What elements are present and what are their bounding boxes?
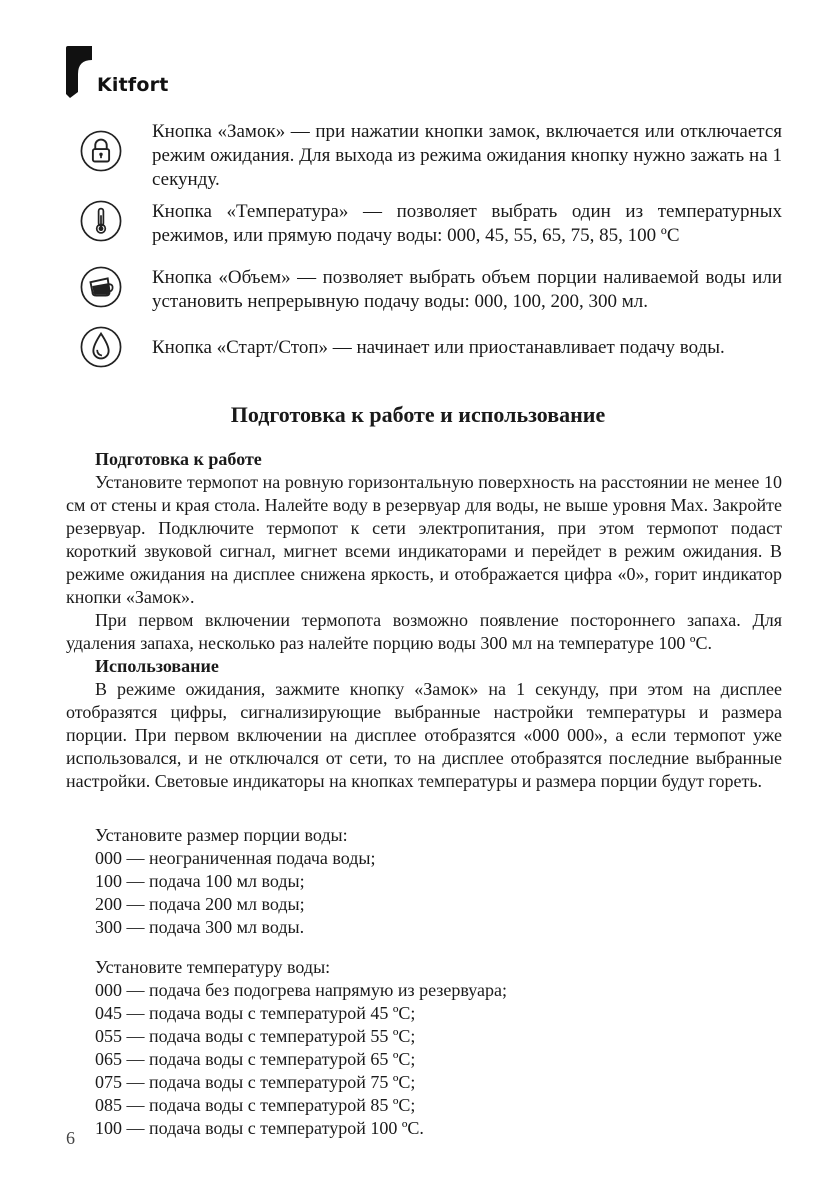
section-title: Подготовка к работе и использование [230,402,606,427]
temperature-list [66,956,782,1140]
preparation-section [66,448,782,793]
thermometer-icon [80,200,122,242]
list-item: 065 — подача воды с температурой 65 ºС; [95,1049,416,1069]
list-item: 075 — подача воды с температурой 75 ºС; [95,1072,416,1092]
list-item: 100 — подача 100 мл воды; [95,871,305,891]
list-item: 000 — подача без подогрева напрямую из резервуара; [95,980,508,1000]
portion-list [66,824,782,939]
list-item: 055 — подача воды с температурой 55 ºС; [95,1026,416,1046]
list-item: 200 — подача 200 мл воды; [95,894,305,914]
temperature-button-description: Кнопка «Температура» — позволяет выбрать один из температурных режимов, или прямую подачу воды: 000, 45, 55, 65, 75, 85, 100 ºС [152,201,782,246]
button-description-temperature [80,200,782,248]
water-drop-icon [80,326,122,368]
kitfort-logo-icon [66,46,92,98]
usage-paragraph-1: В режиме ожидания, зажмите кнопку «Замок» на 1 секунду, при этом на дисплее отобразятся цифры, сигнализирующие выбранные настройки температуры и размера порции. При первом включении на дисплее отобразятся «000 000», а если термопот уже использовался, и не отключался от сети, то на дисплее отобразятся последние выбранные настройки. Световые индикаторы на кнопках температуры и размера порции будут гореть. [66,679,782,791]
volume-button-description: Кнопка «Объем» — позволяет выбрать объем порции наливаемой воды или установить непрерывную подачу воды: 000, 100, 200, 300 мл. [152,267,782,312]
list-item: 085 — подача воды с температурой 85 ºС; [95,1095,416,1115]
cup-icon [80,266,122,308]
start-stop-button-description: Кнопка «Старт/Стоп» — начинает или приостанавливает подачу воды. [152,337,725,358]
lock-icon [80,130,122,172]
list-item: 000 — неограниченная подача воды; [95,848,376,868]
list-item: 300 — подача 300 мл воды. [95,917,305,937]
temperature-list-intro: Установите температуру воды: [95,957,331,977]
portion-list-intro: Установите размер порции воды: [95,825,348,845]
usage-heading: Использование [95,656,219,676]
button-description-start-stop [80,326,782,368]
page-number: 6 [66,1128,75,1148]
brand-name: Kitfort [97,74,169,96]
preparation-paragraph-2: При первом включении термопота возможно появление постороннего запаха. Для удаления запаха, несколько раз налейте порцию воды 300 мл на температуре 100 ºС. [66,610,782,653]
lock-button-description: Кнопка «Замок» — при нажатии кнопки замок, включается или отключается режим ожидания. Для выхода из режима ожидания кнопку нужно зажать на 1 секунду. [152,121,782,190]
preparation-paragraph-1: Установите термопот на ровную горизонтальную поверхность на расстоянии не менее 10 см от стены и края стола. Налейте воду в резервуар для воды, не выше уровня Max. Закройте резервуар. Подключите термопот к сети электропитания, при этом термопот подаст короткий звуковой сигнал, мигнет всеми индикаторами и перейдет в режим ожидания. В режиме ожидания на дисплее снижена яркость, и отображается цифра «0», горит индикатор кнопки «Замок». [66,472,782,607]
brand-logo [66,46,169,98]
preparation-heading: Подготовка к работе [95,449,262,469]
list-item: 045 — подача воды с температурой 45 ºС; [95,1003,416,1023]
button-description-lock [80,120,782,192]
button-description-volume [80,266,782,314]
list-item: 100 — подача воды с температурой 100 ºС. [95,1118,424,1138]
